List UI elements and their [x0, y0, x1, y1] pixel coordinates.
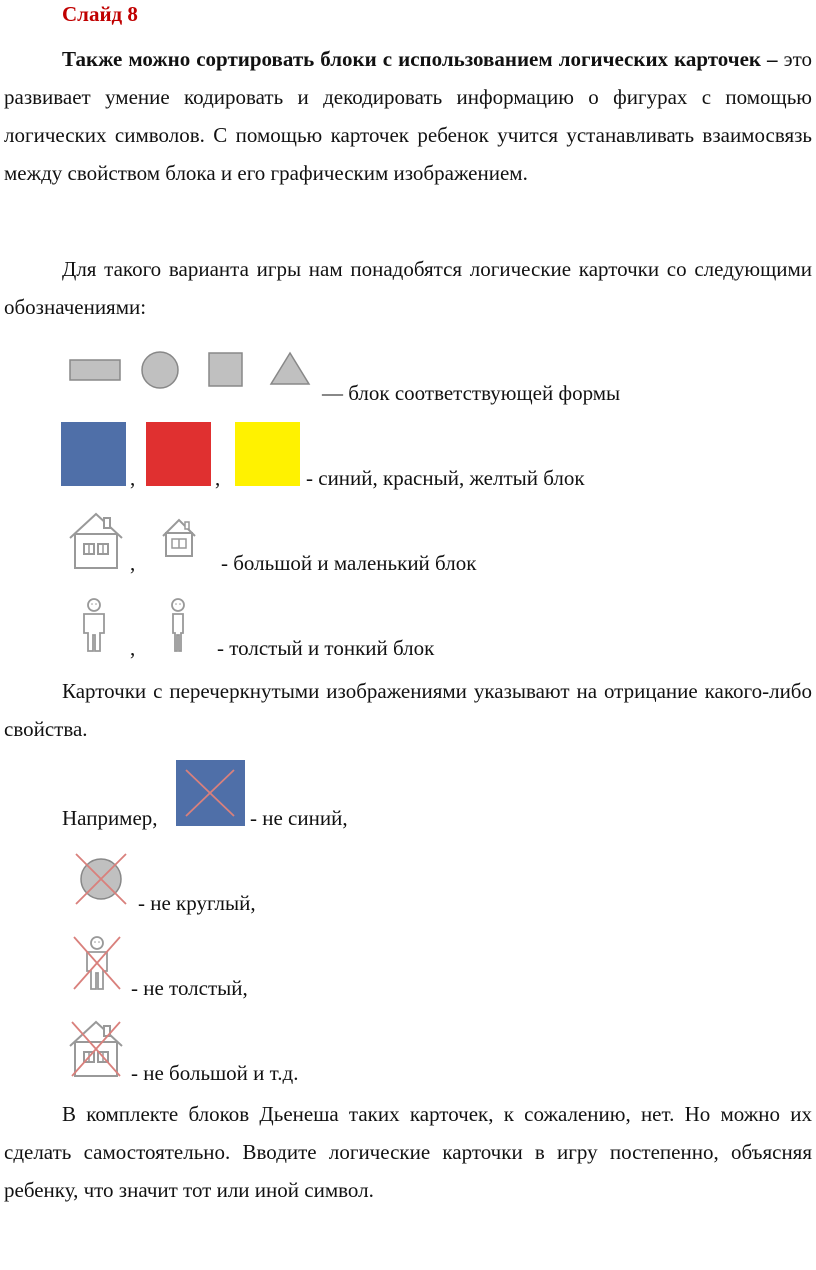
intro-paragraph: [4, 40, 812, 192]
big-house-icon: [68, 512, 124, 570]
not-blue-label: - не синий,: [250, 806, 348, 830]
comma-1: ,: [130, 466, 136, 490]
crossed-blue-square-icon: [176, 760, 245, 826]
comma-4: ,: [130, 636, 136, 660]
shapes-row: [68, 350, 318, 394]
circle-icon: [142, 352, 178, 388]
triangle-icon: [271, 353, 309, 384]
square-icon: [209, 353, 242, 386]
intro-bold-lead: Также можно сортировать блоки с использованием логических карточек –: [62, 47, 778, 71]
crossed-circle-icon: [72, 850, 130, 908]
thin-man-icon: [166, 597, 190, 653]
small-house-icon: [161, 518, 197, 558]
need-paragraph: [4, 250, 812, 326]
colors-label: - синий, красный, желтый блок: [306, 466, 585, 490]
intro-text: это развивает умение кодировать и декодировать информацию о фигурах с помощью логических символов. С помощью карточек ребенок учится устанавливать взаимосвязь между свойством блока и его графическим изображением.: [4, 47, 812, 185]
negation-paragraph: [4, 672, 812, 748]
comma-3: ,: [130, 551, 136, 575]
thickness-label: - толстый и тонкий блок: [217, 636, 435, 660]
rectangle-icon: [70, 360, 120, 380]
not-thick-label: - не толстый,: [131, 976, 248, 1000]
not-round-label: - не круглый,: [138, 891, 256, 915]
size-label: - большой и маленький блок: [221, 551, 477, 575]
closing-text: В комплекте блоков Дьенеша таких карточек, к сожалению, нет. Но можно их сделать самостоятельно. Вводите логические карточки в игру постепенно, объясняя ребенку, что значит тот или иной символ.: [4, 1102, 812, 1202]
thick-man-icon: [78, 597, 110, 653]
red-square-icon: [146, 422, 211, 486]
not-big-label: - не большой и т.д.: [131, 1061, 299, 1085]
negation-text: Карточки с перечеркнутыми изображениями указывают на отрицание какого-либо свойства.: [4, 679, 812, 741]
closing-paragraph: [4, 1095, 812, 1209]
comma-2: ,: [215, 466, 221, 490]
slide-title: Слайд 8: [62, 2, 138, 26]
shapes-label: — блок соответствующей формы: [322, 381, 621, 405]
yellow-square-icon: [235, 422, 300, 486]
blue-square-icon: [61, 422, 126, 486]
crossed-house-icon: [68, 1020, 124, 1078]
crossed-man-icon: [72, 935, 122, 993]
need-text: Для такого варианта игры нам понадобятся логические карточки со следующими обозначениями:: [4, 257, 812, 319]
example-lead: Например,: [62, 806, 158, 830]
